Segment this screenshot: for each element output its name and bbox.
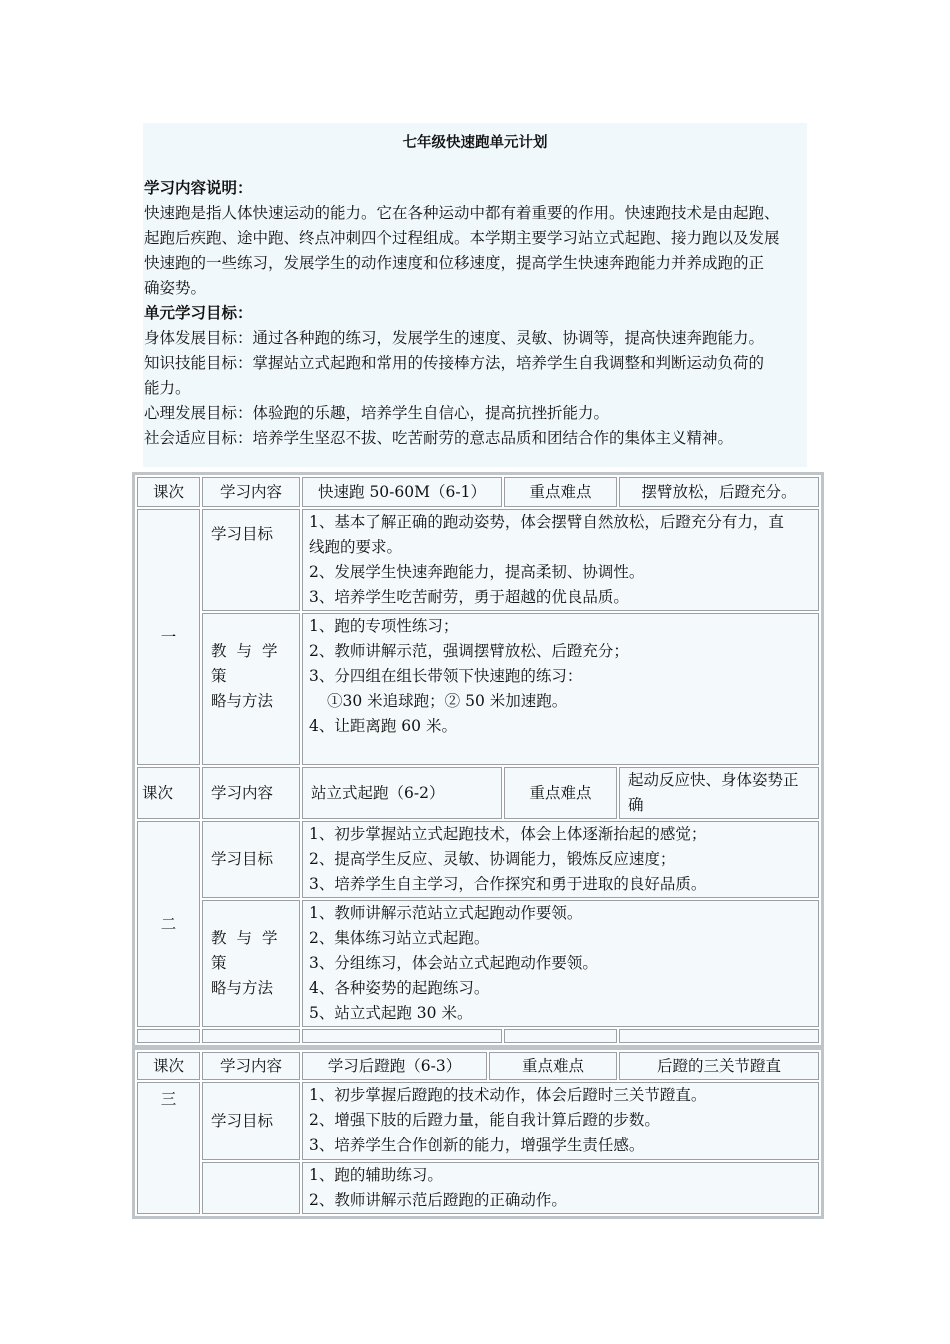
method-label xyxy=(202,613,300,765)
lesson-header-row xyxy=(137,767,819,819)
goal-item: 线跑的要求。 xyxy=(309,538,403,556)
goals-heading: 单元学习目标： xyxy=(144,303,253,322)
content-line: 快速跑是指人体快速运动的能力。它在各种运动中都有着重要的作用。快速跑技术是由起跑、 xyxy=(144,204,780,222)
goal-label: 学习目标 xyxy=(202,509,300,611)
lesson-content: 学习后蹬跑（6-3） xyxy=(302,1052,487,1080)
key-points: 摆臂放松，后蹬充分。 xyxy=(619,477,819,507)
key-points: 后蹬的三关节蹬直 xyxy=(619,1052,819,1080)
content-heading: 学习内容说明： xyxy=(144,178,253,197)
method-item: ①30 米追球跑；② 50 米加速跑。 xyxy=(327,692,568,710)
method-label xyxy=(202,900,300,1027)
key-points: 起动反应快、身体姿势正确 xyxy=(619,767,819,819)
method-item: 2、教师讲解示范，强调摆臂放松、后蹬充分； xyxy=(309,642,629,660)
goal-line: 知识技能目标：掌握站立式起跑和常用的传接棒方法，培养学生自我调整和判断运动负荷的 xyxy=(144,354,765,372)
lesson-number: 一 xyxy=(137,509,200,765)
empty-row xyxy=(137,1029,819,1043)
goal-line: 身体发展目标：通过各种跑的练习，发展学生的速度、灵敏、协调等，提高快速奔跑能力。 xyxy=(144,329,765,347)
method-label-line: 教与学策 xyxy=(211,929,288,972)
method-item: 1、跑的辅助练习。 xyxy=(309,1166,443,1184)
lesson-content: 快速跑 50-60M（6-1） xyxy=(302,477,502,507)
method-cell xyxy=(302,613,819,765)
label-content: 学习内容 xyxy=(202,767,300,819)
content-line: 确姿势。 xyxy=(144,279,207,297)
goal-line: 心理发展目标：体验跑的乐趣，培养学生自信心，提高抗挫折能力。 xyxy=(144,404,610,422)
goal-line: 能力。 xyxy=(144,379,191,397)
label-key-points: 重点难点 xyxy=(504,767,617,819)
method-label-line: 略与方法 xyxy=(211,692,274,710)
lesson-number: 二 xyxy=(137,821,200,1027)
method-item: 3、分组练习，体会站立式起跑动作要领。 xyxy=(309,954,598,972)
method-item: 5、站立式起跑 30 米。 xyxy=(309,1004,473,1022)
goal-item: 1、初步掌握站立式起跑技术，体会上体逐渐抬起的感觉； xyxy=(309,825,707,843)
method-item: 3、分四组在组长带领下快速跑的练习： xyxy=(309,667,583,685)
method-cell xyxy=(302,1162,819,1214)
method-item: 4、让距离跑 60 米。 xyxy=(309,717,457,735)
method-item: 1、教师讲解示范站立式起跑动作要领。 xyxy=(309,904,583,922)
lesson-header-row xyxy=(137,477,819,507)
lesson-table-2 xyxy=(132,1047,824,1219)
goal-item: 3、培养学生自主学习，合作探究和勇于进取的良好品质。 xyxy=(309,875,707,893)
content-line: 快速跑的一些练习，发展学生的动作速度和位移速度，提高学生快速奔跑能力并养成跑的正 xyxy=(144,254,765,272)
label-key-points: 重点难点 xyxy=(489,1052,617,1080)
label-lesson: 课次 xyxy=(137,477,200,507)
method-item: 2、集体练习站立式起跑。 xyxy=(309,929,490,947)
lesson-number: 三 xyxy=(137,1082,200,1214)
goal-label: 学习目标 xyxy=(202,1082,300,1160)
empty-cell xyxy=(619,1029,819,1043)
lesson-table-1 xyxy=(132,472,824,1048)
method-item: 2、教师讲解示范后蹬跑的正确动作。 xyxy=(309,1191,567,1209)
empty-cell xyxy=(302,1029,502,1043)
goal-item: 3、培养学生吃苦耐劳，勇于超越的优良品质。 xyxy=(309,588,629,606)
goal-cell xyxy=(302,821,819,898)
goal-item: 1、基本了解正确的跑动姿势，体会摆臂自然放松，后蹬充分有力，直 xyxy=(309,513,784,531)
goal-line: 社会适应目标：培养学生坚忍不拔、吃苦耐劳的意志品质和团结合作的集体主义精神。 xyxy=(144,429,734,447)
goal-item: 2、提高学生反应、灵敏、协调能力，锻炼反应速度； xyxy=(309,850,676,868)
goal-cell xyxy=(302,509,819,611)
intro-section xyxy=(143,123,807,467)
method-cell xyxy=(302,900,819,1027)
label-lesson: 课次 xyxy=(137,1052,200,1080)
label-lesson: 课次 xyxy=(137,767,200,819)
empty-cell xyxy=(202,1029,300,1043)
method-label-empty xyxy=(202,1162,300,1214)
label-key-points: 重点难点 xyxy=(504,477,617,507)
method-label-line: 教与学策 xyxy=(211,642,288,685)
label-content: 学习内容 xyxy=(202,1052,300,1080)
content-line: 起跑后疾跑、途中跑、终点冲刺四个过程组成。本学期主要学习站立式起跑、接力跑以及发展 xyxy=(144,229,780,247)
empty-cell xyxy=(504,1029,617,1043)
method-item: 1、跑的专项性练习； xyxy=(309,617,459,635)
goal-label: 学习目标 xyxy=(202,821,300,898)
lesson-content: 站立式起跑（6-2） xyxy=(302,767,502,819)
goal-item: 2、增强下肢的后蹬力量，能自我计算后蹬的步数。 xyxy=(309,1111,660,1129)
goal-item: 3、培养学生合作创新的能力，增强学生责任感。 xyxy=(309,1136,645,1154)
goal-cell xyxy=(302,1082,819,1160)
method-label-line: 略与方法 xyxy=(211,979,274,997)
goal-item: 2、发展学生快速奔跑能力，提高柔韧、协调性。 xyxy=(309,563,645,581)
lesson-header-row xyxy=(137,1052,819,1080)
label-content: 学习内容 xyxy=(202,477,300,507)
page-title: 七年级快速跑单元计划 xyxy=(402,134,548,151)
goal-item: 1、初步掌握后蹬跑的技术动作，体会后蹬时三关节蹬直。 xyxy=(309,1086,707,1104)
empty-cell xyxy=(137,1029,200,1043)
method-item: 4、各种姿势的起跑练习。 xyxy=(309,979,490,997)
